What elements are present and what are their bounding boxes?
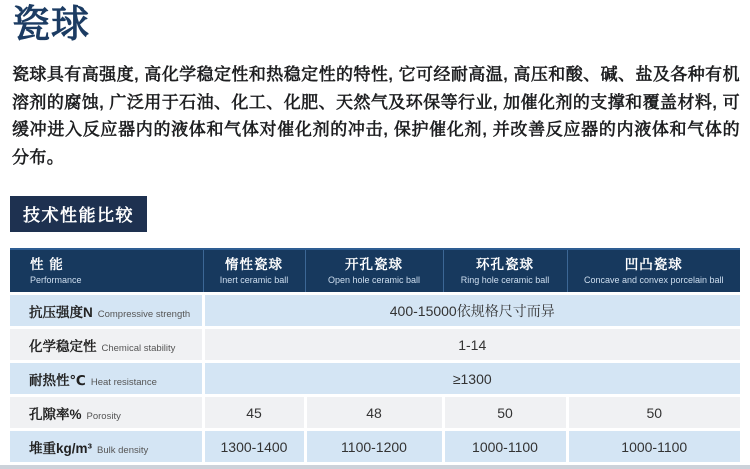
header-en-label: Inert ceramic ball [219, 274, 289, 285]
header-zh-label: 开孔瓷球 [345, 256, 403, 272]
row-label-en: Heat resistance [90, 376, 157, 388]
row-label-zh: 化学稳定性 [29, 338, 97, 354]
table-row [10, 294, 740, 328]
row-label-zh: 堆重kg/m³ [29, 440, 93, 456]
table-row [10, 362, 740, 396]
table-row [10, 328, 740, 362]
cell-value: 50 [567, 396, 740, 430]
merged-cell-value: ≥1300 [203, 362, 740, 396]
row-label-en: Chemical stability [101, 342, 176, 354]
row-label-en: Porosity [86, 410, 121, 422]
row-label-zh: 抗压强度N [29, 304, 93, 320]
row-label-en: Bulk density [97, 444, 149, 456]
intro-paragraph: 瓷球具有高强度, 高化学稳定性和热稳定性的特性, 它可经耐高温, 高压和酸、碱、盐及各种有机溶剂的腐蚀, 广泛用于石油、化工、化肥、天然气及环保等行业, 加催化剂的支撑和覆盖材料, 可缓冲进入反应器内的液体和气体对催化剂的冲击, 保护催化剂, 并改善反应器的内液体和气体的分布。 [12, 65, 740, 167]
header-cell-ring-hole-ceramic-ball [443, 249, 567, 294]
cell-value: 45 [203, 396, 305, 430]
header-cell-concave-convex-ball [567, 249, 740, 294]
cell-value: 1100-1200 [305, 430, 443, 463]
header-cell-performance [10, 249, 203, 294]
section-title-badge: 技术性能比较 [10, 196, 147, 232]
product-detail-page [0, 2, 750, 469]
cell-value: 48 [305, 396, 443, 430]
header-zh-label: 环孔瓷球 [476, 256, 534, 272]
table-header-row [10, 249, 740, 294]
header-cell-open-hole-ceramic-ball [305, 249, 443, 294]
row-label [10, 362, 203, 396]
header-en-label: Ring hole ceramic ball [460, 274, 550, 285]
cell-value: 50 [443, 396, 567, 430]
header-zh-label: 惰性瓷球 [225, 256, 283, 272]
header-zh-label: 性 能 [30, 256, 64, 272]
header-zh-label: 凹凸瓷球 [624, 256, 683, 272]
merged-cell-value: 400-15000依规格尺寸而异 [203, 294, 740, 328]
header-en-label: Concave and convex porcelain ball [583, 274, 724, 285]
cell-value: 1000-1100 [567, 430, 740, 463]
row-label-zh: 耐热性℃ [29, 372, 86, 388]
page-title: 瓷球 [12, 4, 91, 46]
row-label [10, 328, 203, 362]
cell-value: 1000-1100 [443, 430, 567, 463]
table-row [10, 430, 740, 463]
cell-value: 1300-1400 [203, 430, 305, 463]
performance-comparison-table [10, 248, 740, 462]
row-label-zh: 孔隙率% [29, 406, 82, 422]
row-label [10, 294, 203, 328]
table-row [10, 396, 740, 430]
header-en-label: Open hole ceramic ball [327, 274, 421, 285]
header-en-label: Performance [30, 274, 82, 285]
header-cell-inert-ceramic-ball [203, 249, 305, 294]
row-label [10, 430, 203, 463]
row-label-en: Compressive strength [97, 308, 191, 320]
cropped-next-section-edge [0, 465, 750, 469]
merged-cell-value: 1-14 [203, 328, 740, 362]
row-label [10, 396, 203, 430]
